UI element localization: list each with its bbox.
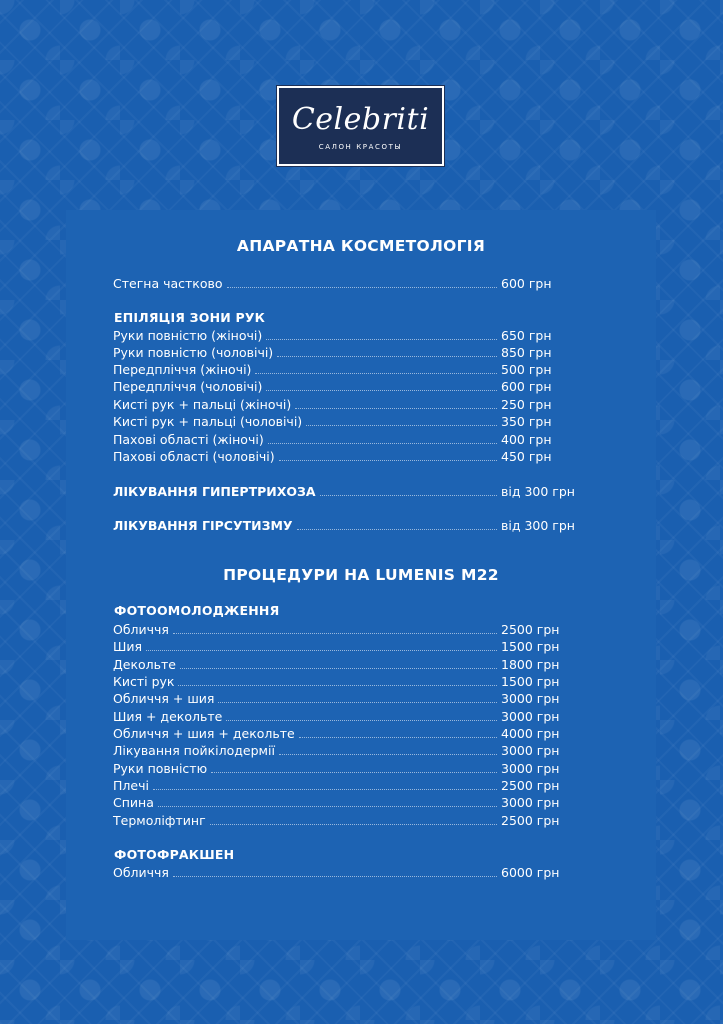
dot-leader [173, 876, 497, 877]
subsection-title-arms: ЕПІЛЯЦІЯ ЗОНИ РУК [114, 310, 266, 325]
service-price: 6000 грн [501, 865, 560, 880]
service-price: 3000 грн [501, 795, 560, 810]
service-name: Обличчя [113, 622, 169, 637]
subsection-title-photofraction: ФОТОФРАКШЕН [114, 847, 235, 862]
price-row [113, 864, 583, 881]
service-price: від 300 грн [501, 518, 575, 533]
brand-logo [277, 86, 444, 166]
subsection-title-photorejuvenation: ФОТООМОЛОДЖЕННЯ [114, 603, 280, 618]
price-row [113, 725, 583, 742]
brand-name: Celebriti [291, 102, 430, 137]
service-name: ЛІКУВАННЯ ГИПЕРТРИХОЗА [113, 484, 316, 499]
price-row [113, 621, 583, 638]
service-price: 250 грн [501, 397, 552, 412]
dot-leader [277, 356, 497, 357]
service-price: 4000 грн [501, 726, 560, 741]
service-name: Спина [113, 795, 154, 810]
price-row [113, 483, 583, 500]
brand-tagline: САЛОН КРАСОТЫ [318, 143, 403, 151]
price-row [113, 742, 583, 759]
price-row [113, 638, 583, 655]
service-price: 3000 грн [501, 743, 560, 758]
service-name: Передпліччя (чоловічі) [113, 379, 263, 394]
price-row [113, 431, 583, 448]
service-price: 1800 грн [501, 657, 560, 672]
price-row [113, 812, 583, 829]
price-row [113, 794, 583, 811]
dot-leader [255, 373, 497, 374]
service-name: Руки повністю [113, 761, 208, 776]
dot-leader [320, 495, 497, 496]
dot-leader [180, 668, 497, 669]
service-name: Плечі [113, 778, 149, 793]
section-title-lumenis: ПРОЦЕДУРИ НА LUMENIS M22 [223, 566, 499, 584]
price-row [113, 344, 583, 361]
price-row [113, 327, 583, 344]
service-price: 400 грн [501, 432, 552, 447]
price-row [113, 777, 583, 794]
service-name: Кисті рук + пальці (чоловічі) [113, 414, 303, 429]
dot-leader [218, 702, 497, 703]
dot-leader [279, 754, 497, 755]
dot-leader [173, 633, 497, 634]
dot-leader [297, 529, 497, 530]
dot-leader [226, 720, 497, 721]
service-price: 600 грн [501, 276, 552, 291]
dot-leader [146, 650, 497, 651]
dot-leader [210, 824, 497, 825]
price-row [113, 760, 583, 777]
dot-leader [268, 443, 497, 444]
dot-leader [266, 339, 497, 340]
service-name: Руки повністю (чоловічі) [113, 345, 274, 360]
dot-leader [266, 390, 497, 391]
dot-leader [158, 806, 497, 807]
dot-leader [279, 460, 497, 461]
service-price: 3000 грн [501, 761, 560, 776]
service-price: 1500 грн [501, 674, 560, 689]
price-row [113, 413, 583, 430]
service-name: Шия [113, 639, 143, 654]
section-title-apparatus: АПАРАТНА КОСМЕТОЛОГІЯ [236, 237, 486, 255]
service-name: Руки повністю (жіночі) [113, 328, 263, 343]
price-row [113, 275, 583, 292]
service-price: 350 грн [501, 414, 552, 429]
service-name: ЛІКУВАННЯ ГІРСУТИЗМУ [113, 518, 293, 533]
service-price: 600 грн [501, 379, 552, 394]
price-row [113, 656, 583, 673]
dot-leader [153, 789, 497, 790]
service-name: Кисті рук + пальці (жіночі) [113, 397, 292, 412]
price-row [113, 708, 583, 725]
price-row [113, 396, 583, 413]
service-name: Лікування пойкілодермії [113, 743, 275, 758]
price-row [113, 690, 583, 707]
service-price: 500 грн [501, 362, 552, 377]
service-price: 1500 грн [501, 639, 560, 654]
service-name: Обличчя + шия + декольте [113, 726, 295, 741]
price-row [113, 361, 583, 378]
service-price: 450 грн [501, 449, 552, 464]
dot-leader [178, 685, 497, 686]
service-price: 850 грн [501, 345, 552, 360]
price-row [113, 448, 583, 465]
service-price: від 300 грн [501, 484, 575, 499]
service-price: 2500 грн [501, 622, 560, 637]
service-name: Шия + декольте [113, 709, 223, 724]
service-price: 2500 грн [501, 813, 560, 828]
service-price: 3000 грн [501, 709, 560, 724]
dot-leader [227, 287, 497, 288]
price-row [113, 517, 583, 534]
service-name: Декольте [113, 657, 176, 672]
price-row [113, 673, 583, 690]
service-price: 3000 грн [501, 691, 560, 706]
service-name: Обличчя [113, 865, 169, 880]
service-price: 650 грн [501, 328, 552, 343]
service-price: 2500 грн [501, 778, 560, 793]
dot-leader [211, 772, 497, 773]
service-name: Кисті рук [113, 674, 175, 689]
price-row [113, 378, 583, 395]
service-name: Обличчя + шия [113, 691, 215, 706]
service-name: Стегна частково [113, 276, 223, 291]
dot-leader [295, 408, 497, 409]
service-name: Передпліччя (жіночі) [113, 362, 252, 377]
dot-leader [299, 737, 497, 738]
service-name: Пахові області (чоловічі) [113, 449, 275, 464]
service-name: Пахові області (жіночі) [113, 432, 264, 447]
service-name: Термоліфтинг [113, 813, 206, 828]
dot-leader [306, 425, 497, 426]
